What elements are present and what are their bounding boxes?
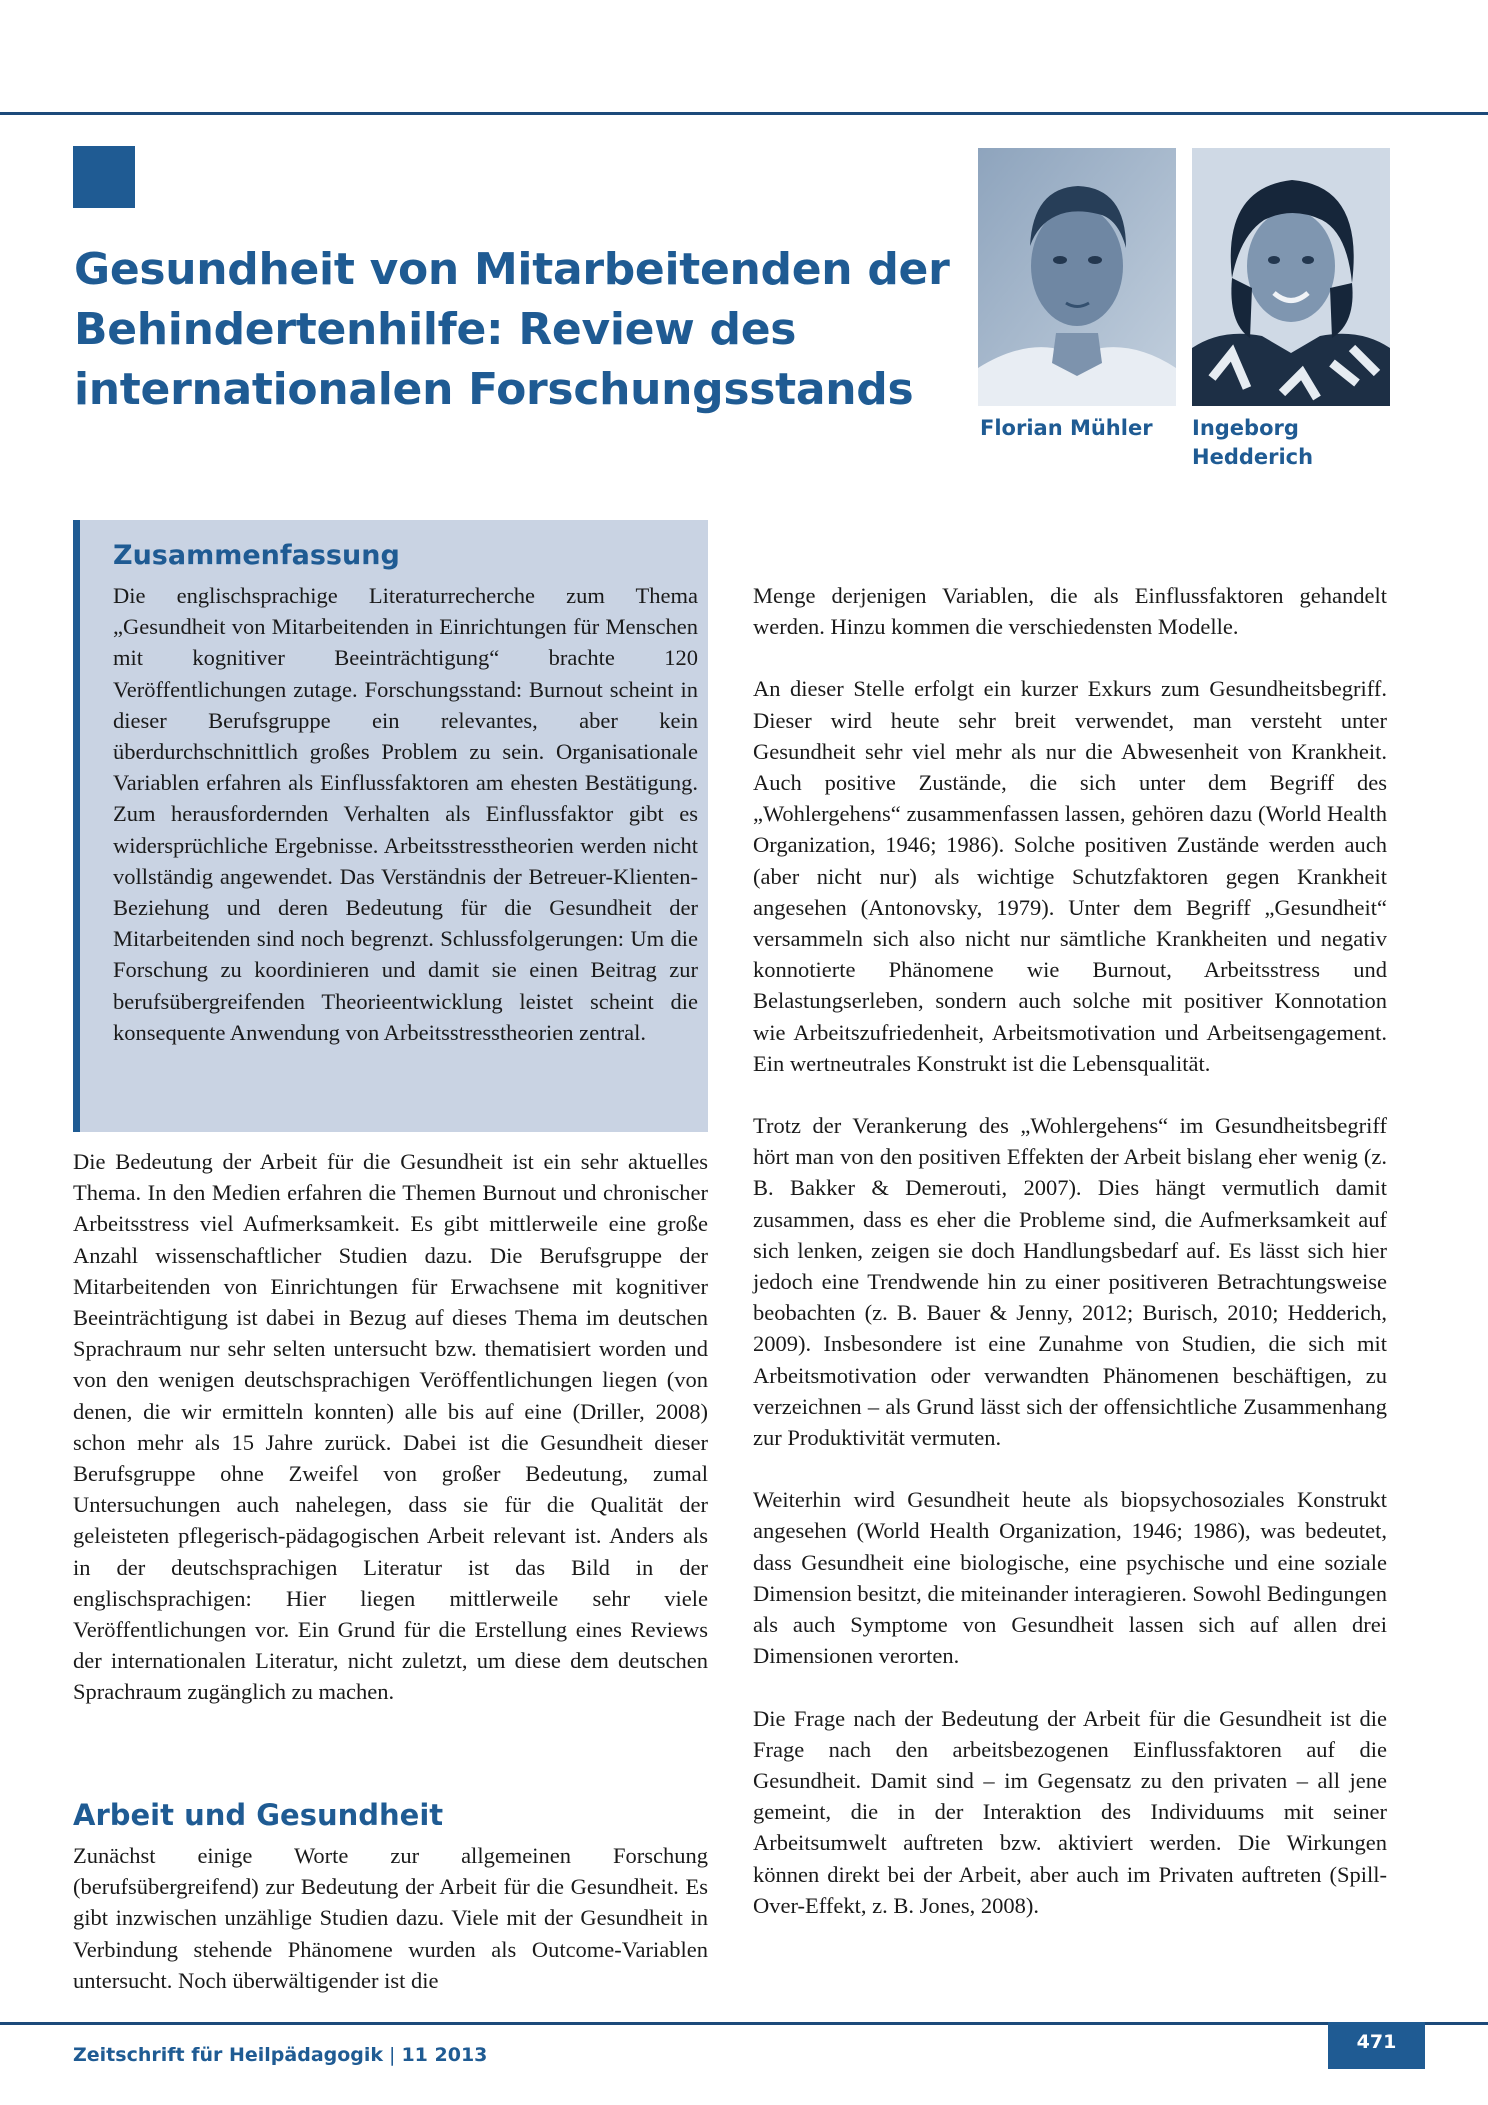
journal-name: Zeitschrift für Heilpädagogik bbox=[73, 2044, 384, 2066]
author-name-1: Florian Mühler bbox=[980, 416, 1153, 440]
right-paragraph-2: An dieser Stelle erfolgt ein kurzer Exkurs zum Gesundheitsbegriff. Dieser wird heute sehr breit verwendet, man versteht unter Gesundheit sehr viel mehr als nur die Abwesenheit von Krankheit. Auch positive Zustände, die sich unter dem Begriff des „Wohlergehens“ zusammenfassen lassen, gehören dazu (World Health Organization, 1946; 1986). Solche positiven Zustände werden auch (aber nicht nur) als wichtige Schutzfaktoren gegen Krankheit angesehen (Antonovsky, 1979). Unter dem Begriff „Gesundheit“ versammeln sich also nicht nur sämtliche Krankheiten und negativ konnotierte Phänomene wie Burnout, Arbeitsstress und Belastungserleben, sondern auch solche mit positiver Konnotation wie Arbeitszufriedenheit, Arbeitsmotivation und Arbeitsengagement. Ein wertneutrales Konstrukt ist die Lebensqualität. bbox=[753, 676, 1387, 1076]
journal-footer bbox=[73, 2044, 487, 2066]
abstract-accent-bar bbox=[73, 520, 80, 1132]
section-marker-square bbox=[73, 146, 135, 208]
footer-rule bbox=[0, 2022, 1488, 2025]
abstract-box bbox=[73, 520, 708, 1132]
section-column bbox=[73, 1840, 708, 1996]
footer-separator: | bbox=[389, 2044, 396, 2066]
page-number-box bbox=[1328, 2022, 1425, 2069]
right-paragraph-4: Weiterhin wird Gesundheit heute als biopsychosoziales Konstrukt angesehen (World Health Organization, 1946; 1986), was bedeutet, dass Gesundheit eine biologische, eine psychische und eine soziale Dimension besitzt, die miteinander interagieren. Sowohl Bedingungen als auch Symptome von Gesundheit lassen sich auf allen drei Dimensionen verorten. bbox=[753, 1487, 1387, 1669]
abstract-text: Die englischsprachige Literaturrecherche zum Thema „Gesundheit von Mitarbeitenden in Einrichtungen für Menschen mit kognitiver Beeinträchtigung“ brachte 120 Veröffentlichungen zutage. Forschungsstand: Burnout scheint in dieser Berufsgruppe ein relevantes, aber kein überdurchschnittlich großes Problem zu sein. Organisationale Variablen erfahren als Einflussfaktoren am ehesten Bestätigung. Zum herausfordernden Verhalten als Einflussfaktor gibt es widersprüchliche Ergebnisse. Arbeitsstresstheorien werden nicht vollständig angewendet. Das Verständnis der Betreuer-Klienten-Beziehung und deren Bedeutung für die Gesundheit der Mitarbeitenden sind noch begrenzt. Schlussfolgerungen: Um die Forschung zu koordinieren und damit sie einen Beitrag zur berufsübergreifenden Theorieentwicklung leistet scheint die konsequente Anwendung von Arbeitsstresstheorien zentral. bbox=[113, 583, 698, 1045]
journal-issue: 11 2013 bbox=[401, 2044, 488, 2066]
right-paragraph-3: Trotz der Verankerung des „Wohlergehens“ im Gesundheitsbegriff hört man von den positiven Effekten der Arbeit bislang eher wenig (z. B. Bakker & Demerouti, 2007). Dies hängt vermutlich damit zusammen, dass es eher die Probleme sind, die Aufmerksamkeit auf sich lenken, zeigen sie doch Handlungsbedarf auf. Es lässt sich hier jedoch eine Trendwende hin zu einer positiveren Betrachtungsweise beobachten (z. B. Bauer & Jenny, 2012; Burisch, 2010; Hedderich, 2009). Insbesondere ist eine Zunahme von Studien, die sich mit Arbeitsmotivation oder verwandten Phänomenen beschäftigen, zu verzeichnen – als Grund lässt sich der offensichtliche Zusammenhang zur Produktivität vermuten. bbox=[753, 1113, 1387, 1451]
page-number: 471 bbox=[1356, 2031, 1397, 2053]
author-photo-hedderich bbox=[1192, 148, 1390, 406]
header-rule bbox=[0, 112, 1488, 115]
intro-paragraph: Die Bedeutung der Arbeit für die Gesundheit ist ein sehr aktuelles Thema. In den Medien erfahren die Themen Burnout und chronischer Arbeitsstress viel Aufmerksamkeit. Es gibt mittlerweile eine große Anzahl wissenschaftlicher Studien dazu. Die Berufsgruppe der Mitarbeitenden von Einrichtungen für Erwachsene mit kognitiver Beeinträchtigung ist dabei in Bezug auf dieses Thema im deutschen Sprachraum nur sehr selten untersucht bzw. thematisiert worden und von den wenigen deutschsprachigen Veröffentlichungen liegen (von denen, die wir ermitteln konnten) alle bis auf eine (Driller, 2008) schon mehr als 15 Jahre zurück. Dabei ist die Gesundheit dieser Berufsgruppe ohne Zweifel von großer Bedeutung, zumal Untersuchungen auch nahelegen, dass sie für die Qualität der geleisteten pflegerisch-pädagogischen Arbeit relevant ist. Anders als in der deutschsprachigen Literatur ist das Bild in der englischsprachigen: Hier liegen mittlerweile sehr viele Veröffentlichungen vor. Ein Grund für die Erstellung eines Reviews der internationalen Literatur, nicht zuletzt, um diese dem deutschen Sprachraum zugänglich zu machen. bbox=[73, 1149, 708, 1705]
article-title: Gesundheit von Mitarbeitenden der Behindertenhilfe: Review des internationalen Forschungsstands bbox=[74, 244, 950, 415]
right-paragraph-1: Menge derjenigen Variablen, die als Einflussfaktoren gehandelt werden. Hinzu kommen die verschiedensten Modelle. bbox=[753, 583, 1387, 640]
intro-column bbox=[73, 1146, 708, 1708]
abstract-heading: Zusammenfassung bbox=[113, 540, 400, 571]
section-heading: Arbeit und Gesundheit bbox=[73, 1798, 444, 1832]
author-photo-muehler bbox=[978, 148, 1176, 406]
author-name-2: Ingeborg Hedderich bbox=[1192, 416, 1314, 469]
right-paragraph-5: Die Frage nach der Bedeutung der Arbeit für die Gesundheit ist die Frage nach den arbeitsbezogenen Einflussfaktoren auf die Gesundheit. Damit sind – im Gegensatz zu den privaten – all jene gemeint, die in der Interaktion des Individuums mit seiner Arbeitsumwelt auftreten bzw. aktiviert werden. Die Wirkungen können direkt bei der Arbeit, aber auch im Privaten auftreten (Spill-Over-Effekt, z. B. Jones, 2008). bbox=[753, 1705, 1387, 1918]
section-paragraph: Zunächst einige Worte zur allgemeinen Forschung (berufsübergreifend) zur Bedeutung der Arbeit für die Gesundheit. Es gibt inzwischen unzählige Studien dazu. Viele mit der Gesundheit in Verbindung stehende Phänomene wurden als Outcome-Variablen untersucht. Noch überwältigender ist die bbox=[73, 1843, 708, 1993]
right-column bbox=[753, 580, 1387, 1921]
